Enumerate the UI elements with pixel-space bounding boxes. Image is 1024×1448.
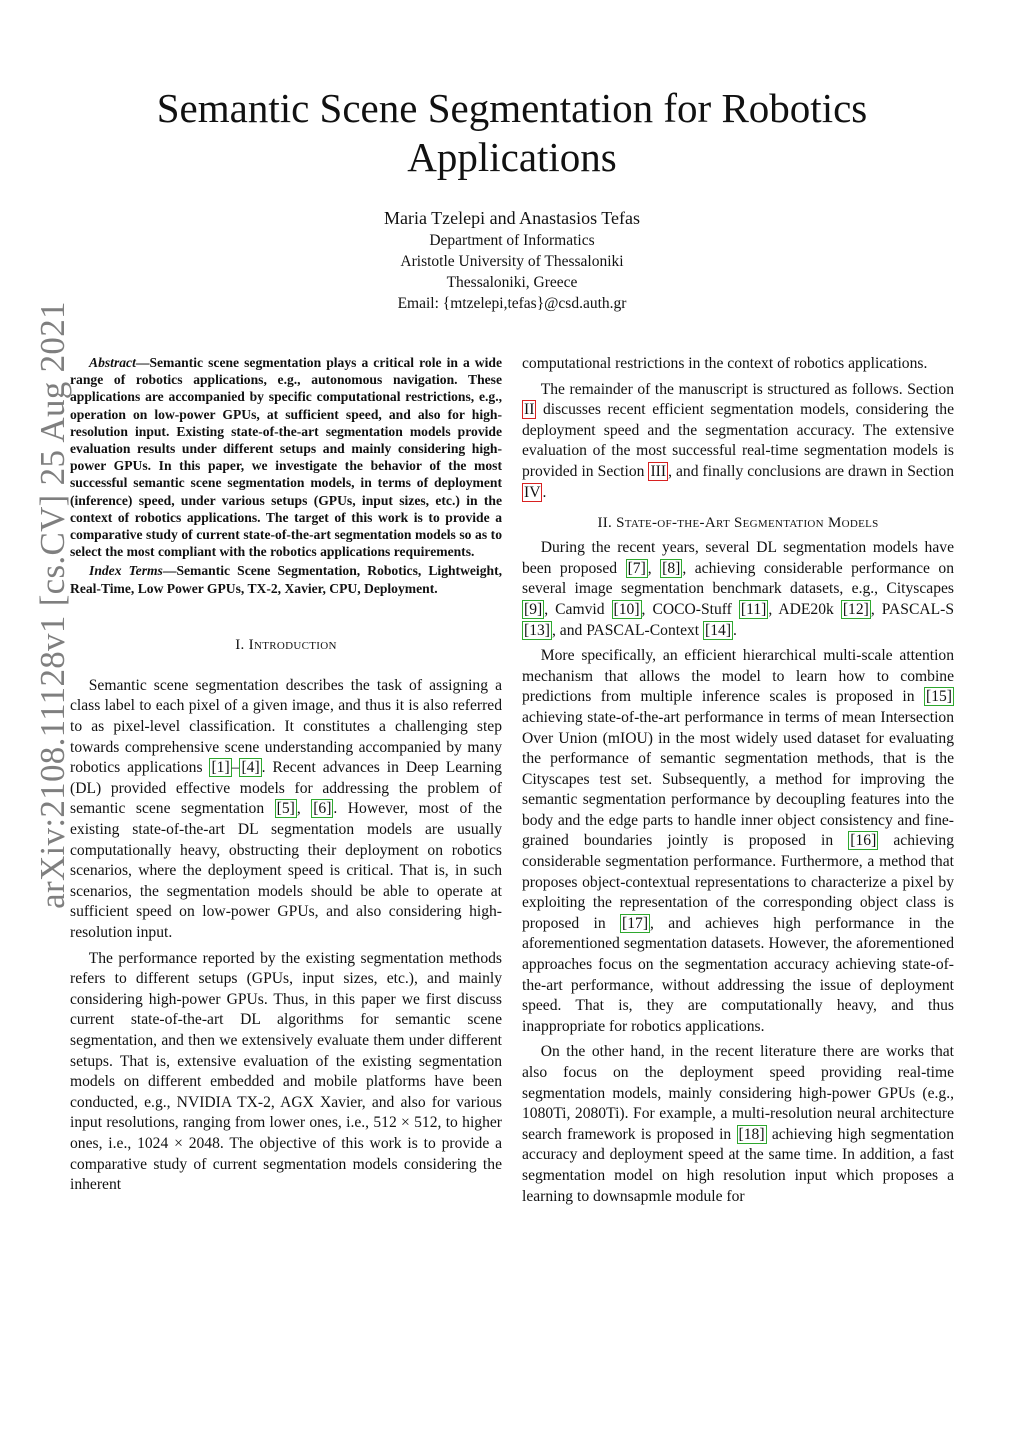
author-email: Email: {mtzelepi,tefas}@csd.auth.gr (397, 295, 627, 312)
citation-link[interactable]: [15] (926, 688, 952, 706)
sota-paragraph-3: On the other hand, in the recent literature there are works that also focus on the deployment speed providing real-time segmentation models, mainly considering high-power GPUs (e.g., 1080Ti, 2080Ti). For example, a multi-resolution neural architecture search framework is proposed in [18] achieving high segmentation accuracy and deployment speed at the same time. In addition, a fast segmentation model on high resolution input which proposes a learning to downsapmle module for (522, 1043, 954, 1205)
author-department: Department of Informatics (429, 232, 595, 249)
author-university: Aristotle University of Thessaloniki (400, 253, 624, 270)
abstract-text: —Semantic scene segmentation plays a critical role in a wide range of robotics applications, e.g., autonomous navigation. These applications are accompanied by specific computational restrictions, e.g., operation on low-power GPUs, at sufficient speed, and also for high-resolution input. Existing state-of-the-art segmentation models provide evaluation results under different setups and mainly considering high-power GPUs. In this paper, we investigate the behavior of the most successful semantic scene segmentation models, in terms of deployment (inference) speed, under various setups (GPUs, input sizes, etc.) in the context of robotics applications. The target of this work is to provide a comparative study of current state-of-the-art segmentation models so as to select the most compliant with the robotics applications requirements. (70, 355, 502, 560)
citation-link[interactable]: [11] (740, 600, 767, 618)
section-heading-sota (522, 515, 954, 532)
section-numeral: II. (597, 515, 617, 532)
section-title: State-of-the-Art Segmentation Models (616, 515, 879, 532)
intro-paragraph-1: Semantic scene segmentation describes the task of assigning a class label to each pixel of a given image, and thus it is also referred to as pixel-level classification. It constitutes a challenging step towards comprehensive scene understanding accompanied by many robotics applications [1] – [4] . Recent advances in Deep Learning (DL) provided effective models for addressing the problem of semantic scene segmentation [5] , [6] . However, most of the existing state-of-the-art DL segmentation models are usually computationally heavy, obstructing their deployment on robotics scenarios, where the deployment speed is critical. That is, in such scenarios, the segmentation models should be able to operate at sufficient speed on low-power GPUs, and also considering high-resolution input. (70, 676, 502, 941)
abstract (70, 354, 502, 560)
paper-title: Semantic Scene Segmentation for Robotics Applications (156, 85, 868, 180)
citation-link[interactable]: [9] (524, 600, 543, 618)
index-terms-label: Index Terms (89, 563, 163, 579)
intro-paragraph-2-continued: computational restrictions in the context of robotics applications. (522, 355, 928, 372)
sota-paragraph-1: During the recent years, several DL segmentation models have been proposed [7] , [8] , achieving considerable performance on several image segmentation benchmark datasets, e.g., Cityscapes [9] , Camvid [10] , COCO-Stuff [11] , ADE20k [12] , PASCAL-S [13] , and PASCAL-Context [14] . (522, 539, 955, 639)
citation-link[interactable]: [13] (524, 621, 550, 639)
intro-paragraph-3: The remainder of the manuscript is structured as follows. Section II discusses recent efficient segmentation models, considering the deployment speed and the segmentation accuracy. The extensive evaluation of the most successful real-time segmentation models is provided in Section III , and finally conclusions are drawn in Section IV . (522, 380, 955, 501)
citation-link[interactable]: [7] (627, 559, 646, 577)
citation-link[interactable]: [5] (276, 800, 295, 818)
abstract-label: Abstract (89, 355, 136, 370)
section-ref-link[interactable]: III (650, 462, 667, 480)
author-names: Maria Tzelepi and Anastasios Tefas (384, 208, 640, 228)
sota-paragraph-2: More specifically, an efficient hierarchical multi-scale attention mechanism that allows the model to learn how to combine predictions from multiple inference scales is proposed in [15] achieving state-of-the-art performance in terms of mean Intersection Over Union (mIOU) in the most widely used dataset for evaluating the performance of semantic segmentation methods, that is the Cityscapes test set. Subsequently, a method for improving the semantic segmentation performance by decoupling features into the body and the edge parts to handle inner object consistency and fine-grained boundaries jointly is proposed in [16] achieving considerable segmentation performance. Furthermore, a method that proposes object-contextual representations to characterize a pixel by exploiting the representation of the corresponding object class is proposed in [17] , and achieves high performance in the aforementioned segmentation datasets. However, the aforementioned approaches focus on the segmentation accuracy achieving state-of-the-art performance, without addressing the issue of deployment speed. That is, they are computationally heavy, and thus inappropriate for robotics applications. (522, 647, 954, 1035)
index-terms (70, 562, 502, 596)
section-heading-introduction (70, 637, 502, 654)
citation-link[interactable]: [14] (705, 621, 732, 639)
citation-link[interactable]: [8] (662, 559, 681, 577)
section-ref-link[interactable]: IV (524, 483, 541, 501)
citation-link[interactable]: [6] (313, 800, 332, 818)
citation-link[interactable]: [17] (622, 914, 649, 932)
arxiv-id: arXiv:2108.11128v1 [cs.CV] 25 Aug 2021 (33, 301, 72, 909)
right-column (522, 354, 954, 1212)
citation-link[interactable]: [4] (241, 759, 260, 777)
left-column (70, 354, 502, 1201)
author-location: Thessaloniki, Greece (446, 274, 578, 291)
citation-link[interactable]: [16] (850, 832, 877, 850)
section-ref-link[interactable]: II (524, 401, 535, 419)
index-terms-text: —Semantic Scene Segmentation, Robotics, Lightweight, Real-Time, Low Power GPUs, TX-2, Xavier, CPU, Deployment. (70, 563, 502, 596)
author-block (212, 206, 812, 314)
citation-link[interactable]: [10] (613, 600, 640, 618)
citation-link[interactable]: [18] (738, 1125, 765, 1143)
intro-paragraph-2: The performance reported by the existing segmentation methods refers to different setups (GPUs, input sizes, etc.), and mainly considering high-power GPUs. Thus, in this paper we first discuss current state-of-the-art DL algorithms for semantic scene segmentation, and then we extensively evaluate them under different setups. That is, extensive evaluation of the existing segmentation models on different embedded and mobile platforms have been conducted, e.g., NVIDIA TX-2, AGX Xavier, and also for various input resolutions, ranging from lower ones, i.e., 512 × 512, to higher ones, i.e., 1024 × 2048. The objective of this work is to provide a comparative study of current segmentation models considering the inherent (70, 949, 502, 1194)
citation-link[interactable]: [1] (211, 759, 230, 777)
section-title: Introduction (248, 636, 337, 653)
citation-link[interactable]: [12] (842, 600, 869, 618)
section-numeral: I. (235, 636, 249, 653)
